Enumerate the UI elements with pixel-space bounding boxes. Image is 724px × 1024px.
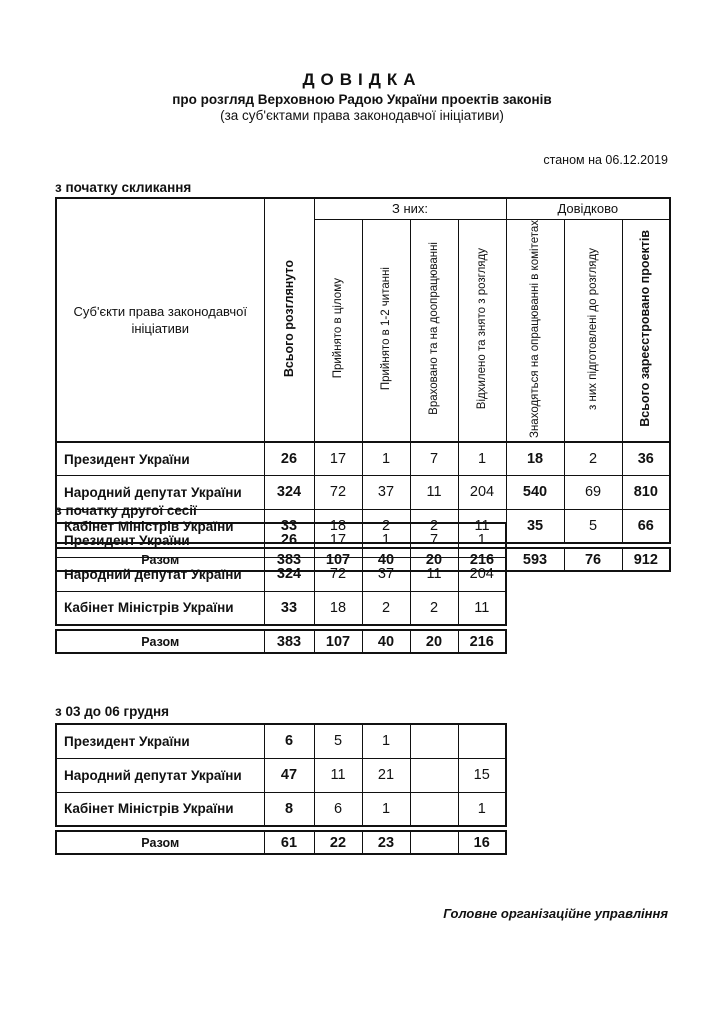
cell-registered: 66 <box>622 509 670 543</box>
cell-first-reading: 1 <box>362 792 410 826</box>
total-row <box>56 831 506 854</box>
row-name: Кабінет Міністрів України <box>56 509 264 543</box>
cell-rejected: 204 <box>458 557 506 591</box>
row-name: Народний депутат України <box>56 475 264 509</box>
row-name: Президент України <box>56 724 264 758</box>
cell-included: 2 <box>410 509 458 543</box>
cell-included <box>410 724 458 758</box>
cell-adopted: 72 <box>314 475 362 509</box>
row-name: Народний депутат України <box>56 557 264 591</box>
header-total-label: Всього розглянуто <box>281 259 296 377</box>
table-row <box>56 557 506 591</box>
cell-adopted: 6 <box>314 792 362 826</box>
row-name: Кабінет Міністрів України <box>56 792 264 826</box>
row-name: Президент України <box>56 523 264 557</box>
cell-rejected: 11 <box>458 591 506 625</box>
cell-first-reading: 2 <box>362 509 410 543</box>
cell-rejected: 204 <box>458 475 506 509</box>
document-subtitle-note: (за суб'єктами права законодавчої ініціативи) <box>220 108 504 123</box>
section3-title: з 03 до 06 грудня <box>55 704 170 719</box>
total-total: 383 <box>264 630 314 653</box>
cell-registered: 36 <box>622 442 670 475</box>
cell-in-committees: 18 <box>506 442 564 475</box>
cell-first-reading: 2 <box>362 591 410 625</box>
header-subject <box>56 198 264 442</box>
row-name: Народний депутат України <box>56 758 264 792</box>
total-included: 20 <box>410 630 458 653</box>
header-adopted-label: Прийнято в цілому <box>331 278 344 379</box>
header-registered <box>622 219 670 442</box>
total-included: 20 <box>410 548 458 571</box>
cell-rejected: 1 <box>458 792 506 826</box>
header-in-committees-label: Знаходяться на опрацюванні в комітетах <box>528 219 541 438</box>
header-of-them: З них: <box>314 198 506 219</box>
header-prepared <box>564 219 622 442</box>
cell-adopted: 72 <box>314 557 362 591</box>
cell-total: 33 <box>264 591 314 625</box>
table-row <box>56 523 506 557</box>
cell-included: 11 <box>410 557 458 591</box>
table-row <box>56 442 670 475</box>
total-total: 383 <box>264 548 314 571</box>
table-second-session <box>55 522 507 654</box>
cell-first-reading: 21 <box>362 758 410 792</box>
header-reference: Довідково <box>506 198 670 219</box>
total-rejected: 16 <box>458 831 506 854</box>
cell-rejected <box>458 724 506 758</box>
cell-rejected: 11 <box>458 509 506 543</box>
total-included <box>410 831 458 854</box>
cell-total: 8 <box>264 792 314 826</box>
cell-total: 26 <box>264 442 314 475</box>
cell-total: 6 <box>264 724 314 758</box>
cell-adopted: 11 <box>314 758 362 792</box>
cell-rejected: 1 <box>458 442 506 475</box>
section1-title: з початку скликання <box>55 180 192 195</box>
header-included-label: Враховано та на доопрацюванні <box>427 242 440 415</box>
total-prepared: 76 <box>564 548 622 571</box>
header-first-reading <box>362 219 410 442</box>
document-date: станом на 06.12.2019 <box>543 153 668 167</box>
total-in-committees: 593 <box>506 548 564 571</box>
cell-prepared: 5 <box>564 509 622 543</box>
cell-included: 11 <box>410 475 458 509</box>
table-row <box>56 591 506 625</box>
table-row <box>56 792 506 826</box>
header-in-committees <box>506 219 564 442</box>
total-total: 61 <box>264 831 314 854</box>
total-rejected: 216 <box>458 630 506 653</box>
total-registered: 912 <box>622 548 670 571</box>
cell-total: 47 <box>264 758 314 792</box>
total-rejected: 216 <box>458 548 506 571</box>
cell-rejected: 15 <box>458 758 506 792</box>
cell-total: 26 <box>264 523 314 557</box>
section2-title: з початку другої сесії <box>55 503 197 518</box>
document-subtitle: про розгляд Верховною Радою України проектів законів <box>172 92 552 107</box>
cell-included <box>410 758 458 792</box>
table-row <box>56 758 506 792</box>
cell-included: 2 <box>410 591 458 625</box>
cell-adopted: 17 <box>314 523 362 557</box>
header-prepared-label: з них підготовлені до розгляду <box>586 247 599 410</box>
cell-adopted: 18 <box>314 509 362 543</box>
cell-prepared: 2 <box>564 442 622 475</box>
table-row <box>56 724 506 758</box>
cell-registered: 810 <box>622 475 670 509</box>
total-adopted: 22 <box>314 831 362 854</box>
cell-rejected: 1 <box>458 523 506 557</box>
cell-adopted: 17 <box>314 442 362 475</box>
cell-included: 7 <box>410 442 458 475</box>
header-included <box>410 219 458 442</box>
header-total <box>264 198 314 442</box>
cell-first-reading: 1 <box>362 523 410 557</box>
total-label: Разом <box>56 548 264 571</box>
cell-total: 324 <box>264 557 314 591</box>
cell-prepared: 69 <box>564 475 622 509</box>
total-label: Разом <box>56 831 264 854</box>
cell-first-reading: 1 <box>362 442 410 475</box>
footer-department: Головне організаційне управління <box>443 906 668 921</box>
header-subject-label: Суб'єкти права законодавчої ініціативи <box>73 304 247 337</box>
cell-in-committees: 35 <box>506 509 564 543</box>
document-title: ДОВІДКА <box>302 70 422 89</box>
cell-included: 7 <box>410 523 458 557</box>
cell-total: 324 <box>264 475 314 509</box>
total-row <box>56 630 506 653</box>
cell-first-reading: 37 <box>362 557 410 591</box>
row-name: Президент України <box>56 442 264 475</box>
cell-total: 33 <box>264 509 314 543</box>
total-first-reading: 40 <box>362 548 410 571</box>
total-first-reading: 40 <box>362 630 410 653</box>
cell-adopted: 5 <box>314 724 362 758</box>
cell-in-committees: 540 <box>506 475 564 509</box>
cell-first-reading: 1 <box>362 724 410 758</box>
header-rejected <box>458 219 506 442</box>
header-first-reading-label: Прийнято в 1-2 читанні <box>379 266 392 391</box>
cell-first-reading: 37 <box>362 475 410 509</box>
cell-included <box>410 792 458 826</box>
total-adopted: 107 <box>314 630 362 653</box>
header-adopted <box>314 219 362 442</box>
header-registered-label: Всього зареєстровано проектів <box>638 230 653 427</box>
total-label: Разом <box>56 630 264 653</box>
row-name: Кабінет Міністрів України <box>56 591 264 625</box>
total-first-reading: 23 <box>362 831 410 854</box>
header-rejected-label: Відхилено та знято з розгляду <box>475 247 488 410</box>
table-december <box>55 723 507 855</box>
cell-adopted: 18 <box>314 591 362 625</box>
total-adopted: 107 <box>314 548 362 571</box>
